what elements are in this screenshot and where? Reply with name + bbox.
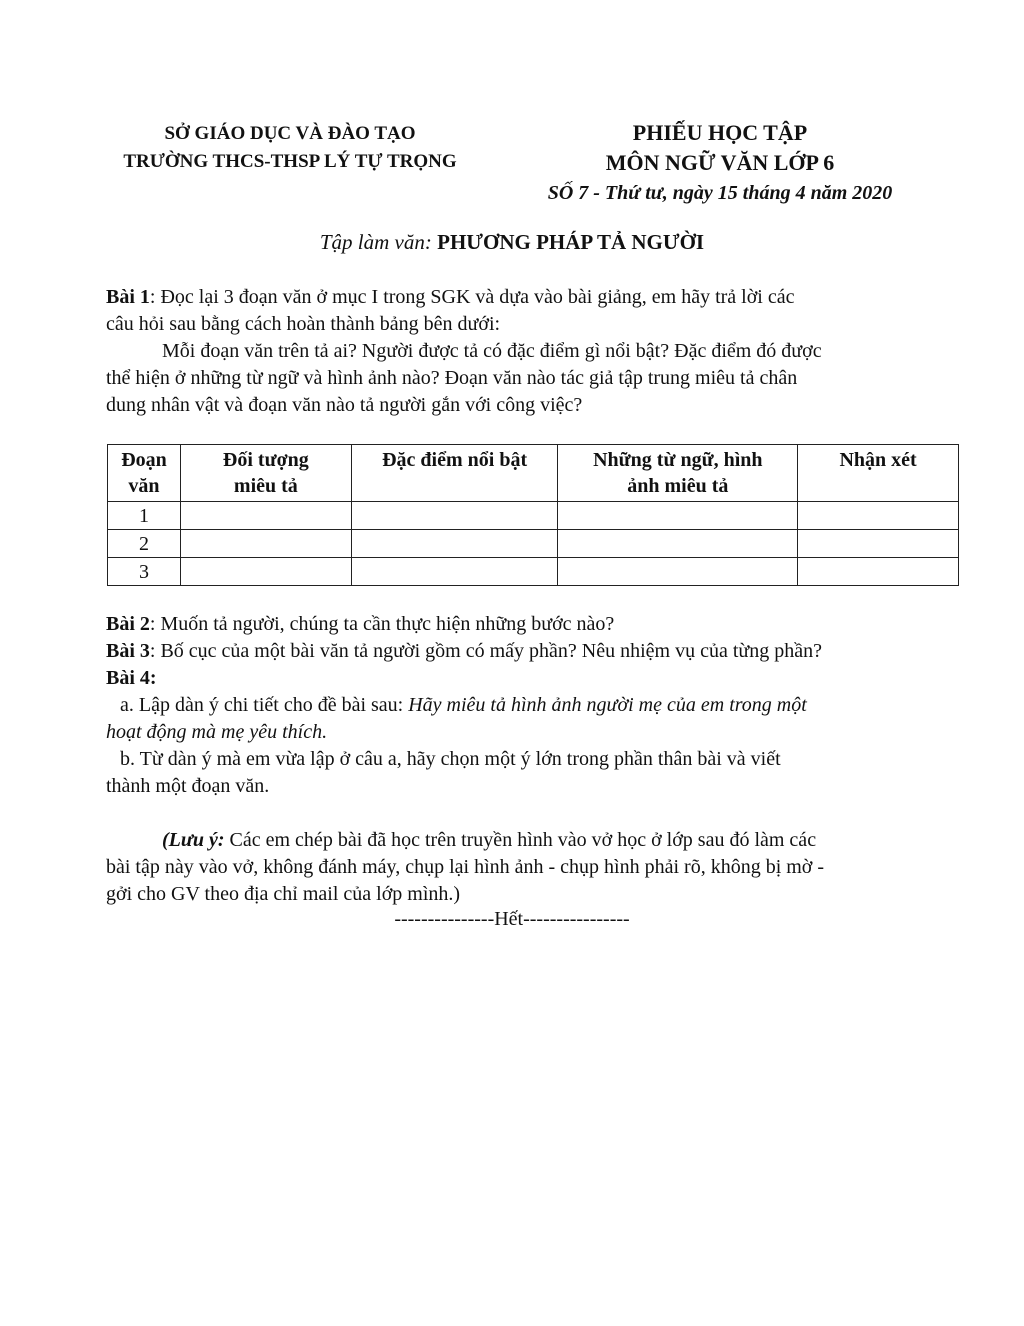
exercise-3 [106,638,948,665]
exercise-1-line: câu hỏi sau bằng cách hoàn thành bảng bên dưới: [106,313,501,335]
exercise-3-text: : Bố cục của một bài văn tả người gồm có mấy phần? Nêu nhiệm vụ của từng phần? [149,640,822,662]
note-line: bài tập này vào vở, không đánh máy, chụp lại hình ảnh - chụp hình phải rõ, không bị mờ - [106,856,825,878]
exercise-2-label: Bài 2 [106,613,150,635]
note-line: gởi cho GV theo địa chỉ mail của lớp mình.) [106,883,461,905]
table-cell [180,502,351,530]
exercise-4a: a. Lập dàn ý chi tiết cho đề bài sau: Hãy miêu tả hình ảnh người mẹ của em trong một [120,694,807,716]
table-cell [351,558,558,586]
table-header-row [108,445,959,502]
issue-date: SỐ 7 - Thứ tư, ngày 15 tháng 4 năm 2020 [547,182,893,204]
exercises-2-4 [106,611,948,800]
exercise-4b-continued: thành một đoạn văn. [106,775,270,797]
end-marker: ---------------Hết---------------- [394,908,630,930]
exercise-1-label: Bài 1 [106,286,150,308]
table-row [108,530,959,558]
row-number: 1 [108,502,181,530]
exercise-2 [106,611,948,638]
exercise-1-question: dung nhân vật và đoạn văn nào tả người gắn với công việc? [106,394,583,416]
table-cell [798,530,959,558]
header-right [500,118,940,208]
department-name: SỞ GIÁO DỤC VÀ ĐÀO TẠO [164,123,416,144]
table-cell [558,530,798,558]
exercise-1-line [106,284,948,311]
table-cell [351,502,558,530]
exercise-1-question: thể hiện ở những từ ngữ và hình ảnh nào? Đoạn văn nào tác giả tập trung miêu tả chân [106,367,798,389]
table-cell [798,502,959,530]
table-cell [558,502,798,530]
exercise-4a-continued: hoạt động mà mẹ yêu thích. [106,721,328,743]
exercise-1 [106,284,948,419]
table-cell [180,558,351,586]
exercise-4b: b. Từ dàn ý mà em vừa lập ở câu a, hãy chọn một ý lớn trong phần thân bài và viết [120,748,781,770]
exercise-4-label: Bài 4 [106,667,150,689]
header-left [100,120,480,176]
column-header: Những từ ngữ, hình ảnh miêu tả [558,445,798,502]
row-number: 2 [108,530,181,558]
table-row [108,502,959,530]
table-cell [180,530,351,558]
note-line: (Lưu ý: Các em chép bài đã học trên truyền hình vào vở học ở lớp sau đó làm các [162,829,817,851]
note [106,827,948,908]
answer-table [107,444,959,586]
table-cell [798,558,959,586]
column-header: Đặc điểm nổi bật [351,445,558,502]
exercise-3-label: Bài 3 [106,640,150,662]
column-header: Nhận xét [798,445,959,502]
table-cell [351,530,558,558]
column-header: Đối tượng miêu tả [180,445,351,502]
lesson-label: Tập làm văn: [319,230,438,254]
school-name: TRƯỜNG THCS-THSP LÝ TỰ TRỌNG [123,151,457,172]
lesson-title [0,230,1024,255]
note-label: (Lưu ý: [162,829,225,851]
row-number: 3 [108,558,181,586]
lesson-name: PHƯƠNG PHÁP TẢ NGƯỜI [437,230,705,254]
subject-title: MÔN NGỮ VĂN LỚP 6 [605,150,835,175]
exercise-1-question: Mỗi đoạn văn trên tả ai? Người được tả có đặc điểm gì nổi bật? Đặc điểm đó được [162,340,822,362]
column-header: Đoạn văn [108,445,181,502]
exercise-4: Bài 4: [106,667,157,689]
table-cell [558,558,798,586]
table-row [108,558,959,586]
exercise-2-text: : Muốn tả người, chúng ta cần thực hiện những bước nào? [149,613,615,635]
sheet-title: PHIẾU HỌC TẬP [632,120,808,145]
exercise-1-text: : Đọc lại 3 đoạn văn ở mục I trong SGK và dựa vào bài giảng, em hãy trả lời các [149,286,795,308]
